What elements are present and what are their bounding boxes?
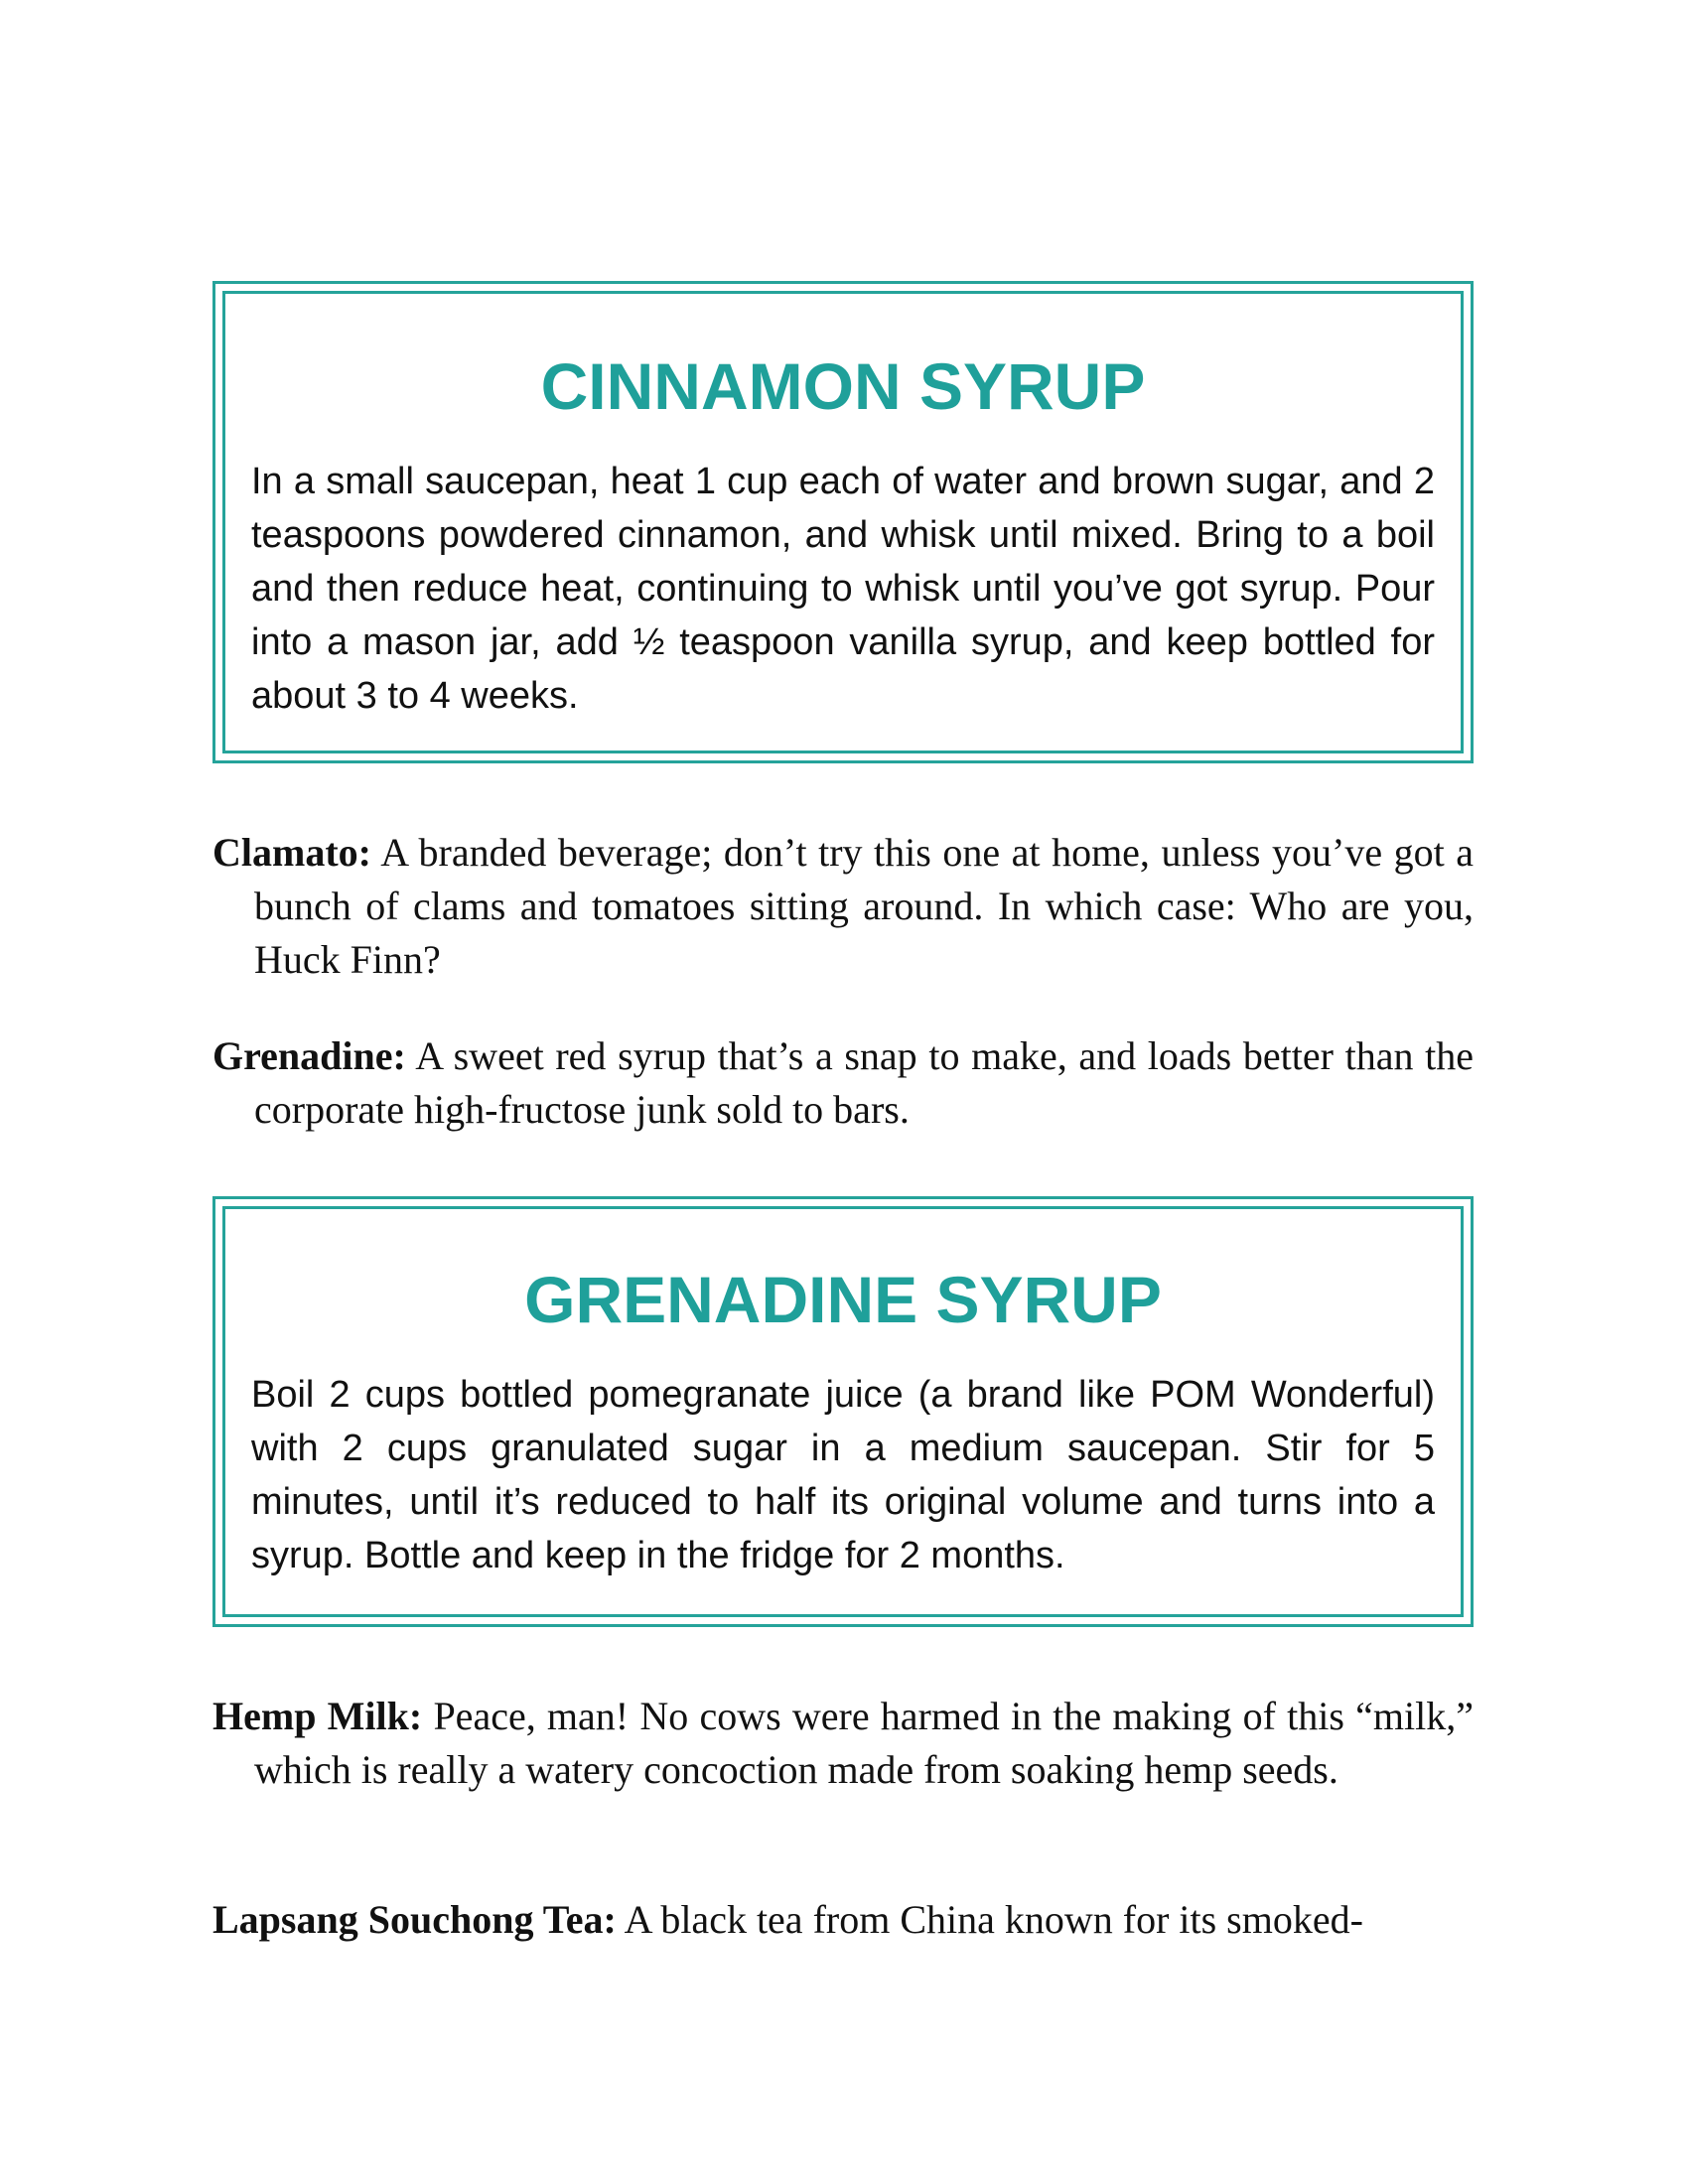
glossary-entry-clamato [212, 826, 1474, 987]
sidebar-title: GRENADINE SYRUP [524, 1263, 1162, 1336]
entry-definition: Peace, man! No cows were harmed in the making of this “milk,” which is really a watery concoction made from soaking hemp seeds. [254, 1694, 1475, 1792]
grenadine-syrup-sidebar [212, 1196, 1474, 1627]
cinnamon-syrup-sidebar [212, 281, 1474, 763]
glossary-entry-lapsang-souchong [212, 1893, 1474, 1947]
sidebar-title: CINNAMON SYRUP [540, 349, 1146, 423]
entry-term: Clamato: [212, 830, 371, 875]
entry-term: Grenadine: [212, 1033, 406, 1078]
entry-term: Hemp Milk: [212, 1694, 423, 1738]
entry-definition: A branded beverage; don’t try this one at home, unless you’ve got a bunch of clams and tomatoes sitting around. In which case: Who are you, Huck Finn? [254, 830, 1474, 982]
entry-term: Lapsang Souchong Tea: [212, 1897, 617, 1942]
entry-definition: A sweet red syrup that’s a snap to make, and loads better than the corporate high-fructose junk sold to bars. [254, 1033, 1474, 1132]
glossary-entry-grenadine [212, 1029, 1474, 1137]
glossary-entry-hemp-milk [212, 1690, 1474, 1797]
sidebar-inner-border [222, 1206, 1464, 1617]
sidebar-body: In a small saucepan, heat 1 cup each of water and brown sugar, and 2 teaspoons powdered cinnamon, and whisk until mixed. Bring to a boil and then reduce heat, continuing to whisk until you’ve got syrup. Pour into a mason jar, add ½ teaspoon vanilla syrup, and keep bottled for about 3 to 4 weeks. [251, 461, 1435, 717]
sidebar-body: Boil 2 cups bottled pomegranate juice (a brand like POM Wonderful) with 2 cups granulated sugar in a medium saucepan. Stir for 5 minutes, until it’s reduced to half its original volume and turns into a syrup. Bottle and keep in the fridge for 2 months. [251, 1374, 1435, 1576]
sidebar-inner-border [222, 291, 1464, 753]
entry-definition: A black tea from China known for its smoked- [624, 1897, 1363, 1942]
